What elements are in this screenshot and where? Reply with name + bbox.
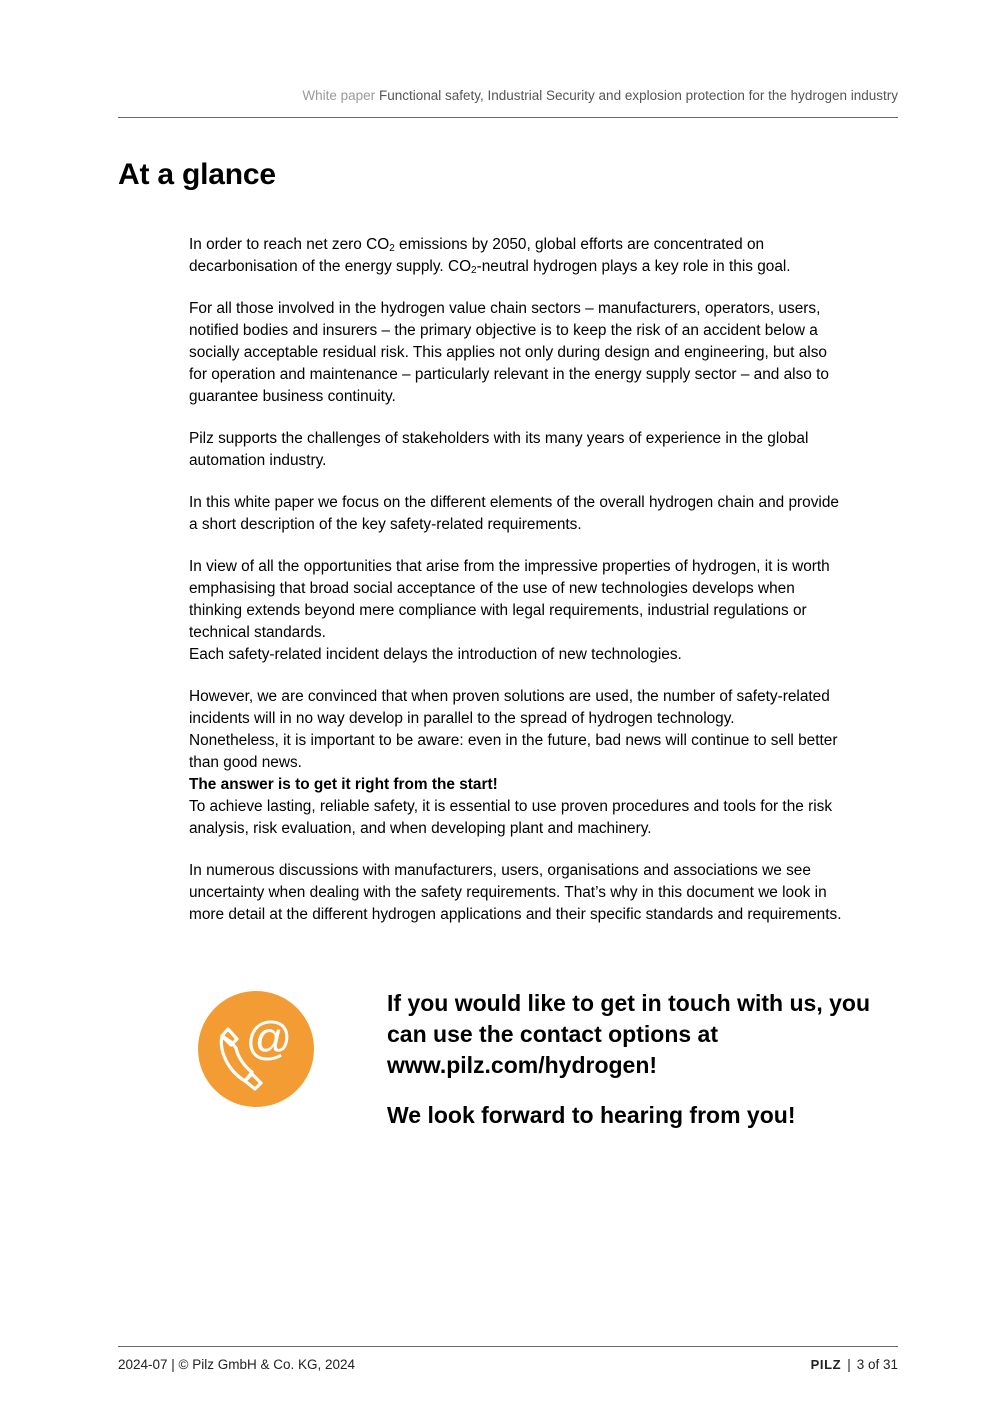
paragraph-line: for operation and maintenance – particularly relevant in the energy supply sector – and also to — [189, 366, 829, 383]
footer-rule — [118, 1346, 898, 1347]
header-label: White paper — [302, 88, 376, 103]
paragraph-6 — [189, 686, 901, 840]
paragraph-1-line-1: In order to reach net zero $CO_2$ emissions by 2050, global efforts are concentrated on — [189, 236, 765, 254]
paragraph-line: In view of all the opportunities that arise from the impressive properties of hydrogen, it is worth — [189, 558, 830, 575]
paragraph-line: Pilz supports the challenges of stakeholders with its many years of experience in the global — [189, 430, 809, 447]
footer-right — [811, 1357, 898, 1372]
paragraph-4 — [189, 492, 901, 536]
paragraph-line: thinking extends beyond mere compliance with legal requirements, industrial regulations or — [189, 602, 807, 619]
page-number: 3 of 31 — [856, 1357, 898, 1372]
paragraph-line: However, we are convinced that when proven solutions are used, the number of safety-related — [189, 688, 830, 705]
running-header — [118, 88, 898, 103]
paragraph-line: technical standards. — [189, 624, 326, 641]
paragraph-line: analysis, risk evaluation, and when developing plant and machinery. — [189, 820, 652, 837]
paragraph-line: To achieve lasting, reliable safety, it is essential to use proven procedures and tools for the risk — [189, 798, 833, 815]
contact-line: If you would like to get in touch with us, you — [387, 990, 870, 1016]
paragraph-line: more detail at the different hydrogen applications and their specific standards and requirements. — [189, 906, 842, 923]
paragraph-line: automation industry. — [189, 452, 327, 469]
contact-closing: We look forward to hearing from you! — [387, 1102, 796, 1128]
paragraph-line: For all those involved in the hydrogen value chain sectors – manufacturers, operators, users, — [189, 300, 821, 317]
key-statement: The answer is to get it right from the start! — [189, 776, 498, 793]
paragraph-line: In this white paper we focus on the different elements of the overall hydrogen chain and provide — [189, 494, 839, 511]
paragraph-7 — [189, 860, 901, 926]
paragraph-line: incidents will in no way develop in parallel to the spread of hydrogen technology. — [189, 710, 735, 727]
paragraph-line: a short description of the key safety-related requirements. — [189, 516, 582, 533]
paragraph-line: Nonetheless, it is important to be aware: even in the future, bad news will continue to sell better — [189, 732, 838, 749]
contact-callout — [387, 988, 907, 1131]
header-rule — [118, 117, 898, 118]
subscript-2: 2 — [471, 265, 477, 276]
paragraph-5 — [189, 556, 901, 666]
footer-copyright: 2024-07 | © Pilz GmbH & Co. KG, 2024 — [118, 1357, 356, 1372]
paragraph-line: notified bodies and insurers – the primary objective is to keep the risk of an accident below a — [189, 322, 818, 339]
footer-separator: | — [847, 1357, 851, 1372]
pilz-logo: PILZ — [810, 1357, 842, 1372]
paragraph-line: uncertainty when dealing with the safety requirements. That’s why in this document we look in — [189, 884, 827, 901]
paragraph-line: guarantee business continuity. — [189, 388, 396, 405]
phone-at-icon — [197, 990, 315, 1108]
paragraph-line: Each safety-related incident delays the introduction of new technologies. — [189, 646, 682, 663]
page-title: At a glance — [118, 158, 276, 191]
paragraph-1 — [189, 234, 901, 278]
body-text — [189, 234, 901, 946]
paragraph-line: socially acceptable residual risk. This applies not only during design and engineering, but also — [189, 344, 827, 361]
paragraph-1-line-2: decarbonisation of the energy supply. $CO_2$-neutral hydrogen plays a key role in this goal. — [189, 258, 791, 276]
paragraph-3 — [189, 428, 901, 472]
paragraph-line: than good news. — [189, 754, 302, 771]
subscript-2: 2 — [389, 243, 395, 254]
contact-line: can use the contact options at — [387, 1021, 718, 1047]
header-title: Functional safety, Industrial Security and explosion protection for the hydrogen industry — [378, 88, 898, 103]
at-sign: @ — [245, 1012, 293, 1064]
paragraph-line: emphasising that broad social acceptance of the use of new technologies develops when — [189, 580, 795, 597]
paragraph-line: In numerous discussions with manufacturers, users, organisations and associations we see — [189, 862, 811, 879]
paragraph-2 — [189, 298, 901, 408]
contact-url[interactable]: www.pilz.com/hydrogen! — [387, 1052, 658, 1078]
